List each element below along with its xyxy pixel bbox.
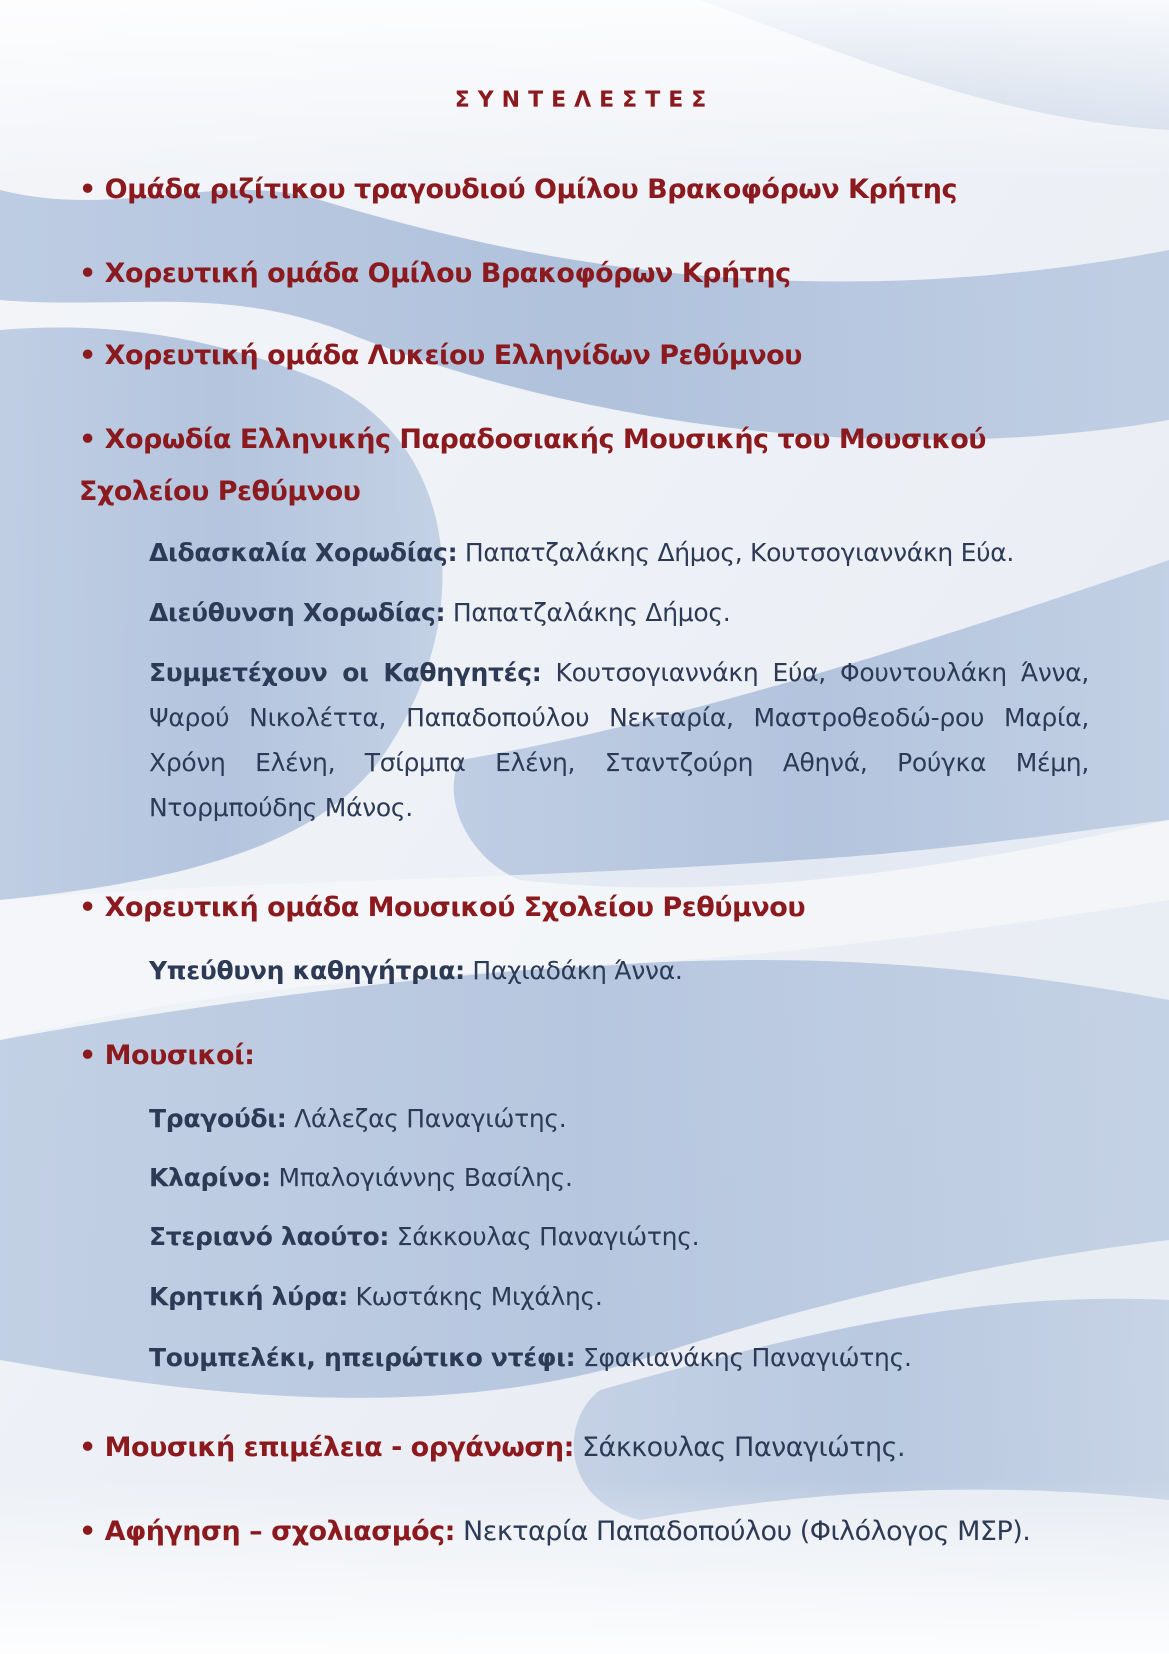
musician-role-label: Τραγούδι: xyxy=(149,1104,287,1133)
choir-direction-line xyxy=(149,592,1089,633)
credit-item-music-supervision xyxy=(79,1422,1089,1474)
bullet-icon: • xyxy=(79,892,96,923)
musician-role-label: Κρητική λύρα: xyxy=(149,1282,348,1311)
musician-name: Σάκκουλας Παναγιώτης. xyxy=(389,1222,700,1251)
credit-item-text: Ομάδα ριζίτικου τραγουδιού Ομίλου Βρακοφόρων Κρήτης xyxy=(104,174,957,205)
credit-item-lykeio-dance-group xyxy=(79,330,1089,382)
musician-vocals-line xyxy=(149,1098,1089,1139)
bullet-icon: • xyxy=(79,1432,96,1463)
choir-direction-label: Διεύθυνση Χορωδίας: xyxy=(149,598,446,627)
credit-item-choir xyxy=(79,414,1089,518)
bullet-icon: • xyxy=(79,1516,96,1547)
musician-clarinet-line xyxy=(149,1157,1089,1198)
credit-item-school-dance-group xyxy=(79,882,1089,934)
bullet-icon: • xyxy=(79,424,96,455)
musician-name: Σφακιανάκης Παναγιώτης. xyxy=(575,1343,912,1372)
musician-name: Κωστάκης Μιχάλης. xyxy=(347,1282,603,1311)
credit-item-narration xyxy=(79,1506,1089,1558)
bullet-icon: • xyxy=(79,1040,96,1071)
choir-teachers-paragraph xyxy=(149,650,1089,830)
credit-item-value: Σάκκουλας Παναγιώτης. xyxy=(573,1432,906,1463)
musician-lyra-line xyxy=(149,1276,1089,1317)
credit-item-rizitiko-group xyxy=(79,164,1089,216)
credit-item-label: Μουσική επιμέλεια - οργάνωση: xyxy=(104,1432,574,1463)
musician-name: Λάλεζας Παναγιώτης. xyxy=(286,1104,567,1133)
choir-teachers-label: Συμμετέχουν οι Καθηγητές: xyxy=(149,658,542,687)
musician-role-label: Τουμπελέκι, ηπειρώτικο ντέφι: xyxy=(149,1343,576,1372)
responsible-teacher-value: Παχιαδάκη Άννα. xyxy=(464,956,683,985)
choir-teaching-line xyxy=(149,532,1089,573)
credit-item-text: Χορευτική ομάδα Μουσικού Σχολείου Ρεθύμνου xyxy=(104,892,806,923)
credit-item-text: Χορευτική ομάδα Ομίλου Βρακοφόρων Κρήτης xyxy=(104,258,791,289)
credit-item-musicians xyxy=(79,1030,1089,1082)
musician-percussion-line xyxy=(149,1337,1089,1378)
choir-direction-value: Παπατζαλάκης Δήμος. xyxy=(445,598,731,627)
credit-item-vrakofori-dance-group xyxy=(79,248,1089,300)
choir-teachers-value: Κουτσογιαννάκη Εύα, Φουντουλάκη Άννα, Ψαρού Νικολέττα, Παπαδοπούλου Νεκταρία, Μαστροθεοδώ-ρου Μαρία, Χρόνη Ελένη, Τσίρμπα Ελένη, Σταντζούρη Αθηνά, Ρούγκα Μέμη, Ντορμπούδης Μάνος. xyxy=(149,658,1089,822)
credit-item-text: Μουσικοί: xyxy=(104,1040,255,1071)
responsible-teacher-label: Υπεύθυνη καθηγήτρια: xyxy=(149,956,465,985)
musician-role-label: Κλαρίνο: xyxy=(149,1163,271,1192)
bullet-icon: • xyxy=(79,258,96,289)
credit-item-text: Χορωδία Ελληνικής Παραδοσιακής Μουσικής του Μουσικού Σχολείου Ρεθύμνου xyxy=(79,424,987,507)
credit-item-label: Αφήγηση – σχολιασμός: xyxy=(104,1516,455,1547)
credit-item-value: Νεκταρία Παπαδοπούλου (Φιλόλογος ΜΣΡ). xyxy=(454,1516,1031,1547)
musician-role-label: Στεριανό λαούτο: xyxy=(149,1222,390,1251)
bullet-icon: • xyxy=(79,174,96,205)
musician-laouto-line xyxy=(149,1216,1089,1257)
choir-teaching-value: Παπατζαλάκης Δήμος, Κουτσογιαννάκη Εύα. xyxy=(457,538,1015,567)
bullet-icon: • xyxy=(79,340,96,371)
page-title: ΣΥΝΤΕΛΕΣΤΕΣ xyxy=(454,88,715,113)
musician-name: Μπαλογιάννης Βασίλης. xyxy=(270,1163,573,1192)
choir-teaching-label: Διδασκαλία Χορωδίας: xyxy=(149,538,458,567)
credit-item-text: Χορευτική ομάδα Λυκείου Ελληνίδων Ρεθύμνου xyxy=(104,340,802,371)
school-dance-responsible-line xyxy=(149,950,1089,991)
